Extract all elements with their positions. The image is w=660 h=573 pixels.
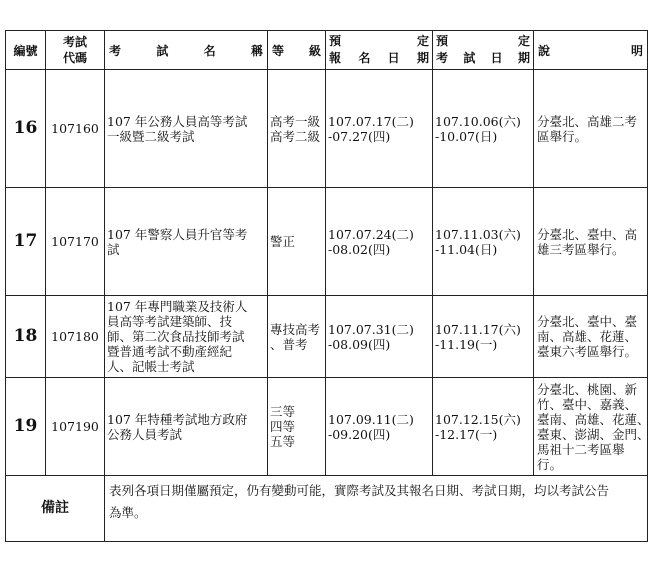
exam-note-line: 分臺北、臺中、臺 [537, 314, 638, 329]
header-note [534, 31, 648, 70]
header-name-char: 稱 [250, 43, 263, 58]
row-number: 19 [6, 378, 46, 476]
exam-code: 107190 [46, 378, 105, 476]
header-name [105, 31, 268, 70]
header-code [46, 31, 105, 70]
exam-name-line: 人、記帳士考試 [107, 359, 195, 374]
exam-level-line: 五等 [270, 434, 296, 449]
exam-code: 107170 [46, 188, 105, 296]
exam-date-line: -10.07(日) [435, 128, 498, 144]
exam-level [268, 70, 326, 188]
exam-level-line: 四等 [270, 419, 296, 434]
exam-schedule-table [5, 30, 648, 542]
row-number: 17 [6, 188, 46, 296]
exam-note-line: 馬祖十二考區舉 [537, 441, 625, 457]
header-reg-char: 期 [416, 51, 429, 65]
exam-name-line: 師、第二次食品技師考試 [107, 329, 245, 344]
header-level-char: 等 [272, 43, 285, 58]
exam-date-line: -11.04(日) [435, 241, 498, 257]
header-exam-char: 預 [436, 34, 449, 48]
exam-name [105, 188, 268, 296]
exam-date [433, 70, 534, 188]
registration-date-line: -08.02(四) [328, 241, 391, 257]
registration-date-line: -09.20(四) [328, 426, 391, 442]
registration-date [326, 296, 433, 378]
exam-note-line: 臺東、澎湖、金門、 [537, 426, 650, 442]
registration-date-line: 107.07.17(二) [328, 113, 414, 129]
header-reg-char: 定 [416, 34, 429, 48]
exam-note [534, 70, 648, 188]
exam-date [433, 188, 534, 296]
registration-date-line: -07.27(四) [328, 128, 391, 144]
exam-name [105, 296, 268, 378]
exam-note [534, 378, 648, 476]
header-exam-char: 定 [517, 34, 530, 48]
header-exam-date [433, 31, 534, 70]
registration-date-line: 107.07.31(二) [328, 321, 414, 337]
exam-note-line: 分臺北、臺中、高 [537, 226, 638, 242]
header-exam-char: 日 [490, 51, 503, 65]
exam-date-line: 107.11.17(六) [435, 321, 521, 337]
header-reg-char: 名 [358, 51, 371, 65]
header-name-char: 考 [109, 43, 122, 58]
exam-level-line: 、普考 [270, 336, 308, 352]
header-reg-char: 報 [329, 51, 342, 65]
exam-note-line: 行。 [537, 456, 563, 472]
exam-level [268, 188, 326, 296]
header-level [268, 31, 326, 70]
header-note-char: 明 [630, 43, 643, 58]
exam-note-line: 雄三考區舉行。 [537, 241, 625, 257]
exam-level-line: 三等 [270, 404, 296, 419]
header-reg-char: 日 [387, 51, 400, 65]
exam-level [268, 378, 326, 476]
header-exam-char: 期 [517, 51, 530, 65]
registration-date [326, 378, 433, 476]
exam-date-line: 107.11.03(六) [435, 226, 521, 242]
header-registration-date [326, 31, 433, 70]
exam-name-line: 一級暨二級考試 [107, 128, 195, 144]
exam-note-line: 臺東六考區舉行。 [537, 344, 638, 359]
exam-level-line: 警正 [270, 234, 296, 249]
header-level-chars [268, 42, 325, 59]
exam-date-line: 107.10.06(六) [435, 113, 521, 129]
exam-level-line: 高考一級 [270, 113, 321, 129]
exam-note-line: 區舉行。 [537, 128, 588, 144]
registration-date-line: 107.07.24(二) [328, 226, 414, 242]
header-note-chars [534, 42, 647, 59]
header-name-char: 試 [156, 43, 169, 58]
exam-code: 107160 [46, 70, 105, 188]
exam-date-line: 107.12.15(六) [435, 411, 521, 427]
exam-note-line: 分臺北、高雄二考 [537, 113, 638, 129]
registration-date [326, 188, 433, 296]
header-name-chars [105, 42, 267, 59]
exam-name [105, 70, 268, 188]
header-level-char: 級 [308, 43, 321, 58]
table-row [6, 188, 648, 296]
exam-note-line: 南、高雄、花蓮、 [537, 329, 638, 344]
header-exam-char: 考 [436, 51, 449, 65]
exam-name-line: 暨普通考試不動產經紀 [107, 344, 233, 359]
header-no: 編號 [6, 31, 46, 70]
header-exam-char: 試 [463, 51, 476, 65]
header-name-char: 名 [203, 43, 216, 58]
exam-name-line: 107 年警察人員升官等考 [107, 226, 248, 242]
exam-date [433, 296, 534, 378]
exam-level-line: 專技高考 [270, 321, 321, 337]
row-number: 16 [6, 70, 46, 188]
exam-name [105, 378, 268, 476]
exam-note-line: 分臺北、桃園、新 [537, 381, 638, 397]
remark-line: 為準。 [109, 505, 147, 520]
exam-name-line: 107 年公務人員高等考試 [107, 113, 248, 129]
exam-date [433, 378, 534, 476]
header-code-line1: 考試 [62, 35, 87, 49]
remark-text [105, 476, 648, 542]
exam-note-line: 臺南、高雄、花蓮、 [537, 411, 650, 427]
exam-note [534, 188, 648, 296]
remark-label: 備註 [6, 476, 105, 542]
exam-note-line: 竹、臺中、嘉義、 [537, 396, 638, 412]
exam-date-line: -11.19(一) [435, 336, 498, 352]
exam-code: 107180 [46, 296, 105, 378]
exam-name-line: 107 年特種考試地方政府 [107, 411, 248, 427]
remark-row [6, 476, 648, 542]
exam-name-line: 試 [107, 241, 120, 257]
header-row [6, 31, 648, 70]
exam-name-line: 員高等考試建築師、技 [107, 314, 233, 329]
exam-date-line: -12.17(一) [435, 426, 498, 442]
table-row [6, 296, 648, 378]
row-number: 18 [6, 296, 46, 378]
header-note-char: 說 [538, 43, 551, 58]
table-row [6, 378, 648, 476]
exam-name-line: 107 年專門職業及技術人 [107, 299, 248, 314]
header-code-line2: 代碼 [62, 51, 87, 65]
registration-date [326, 70, 433, 188]
exam-note [534, 296, 648, 378]
table-row [6, 70, 648, 188]
exam-level [268, 296, 326, 378]
exam-level-line: 高考二級 [270, 128, 321, 144]
header-reg-char: 預 [329, 34, 342, 48]
exam-name-line: 公務人員考試 [107, 426, 183, 442]
remark-line: 表列各項日期僅屬預定，仍有變動可能，實際考試及其報名日期、考試日期，均以考試公告 [109, 483, 610, 498]
registration-date-line: 107.09.11(二) [328, 411, 414, 427]
registration-date-line: -08.09(四) [328, 336, 391, 352]
